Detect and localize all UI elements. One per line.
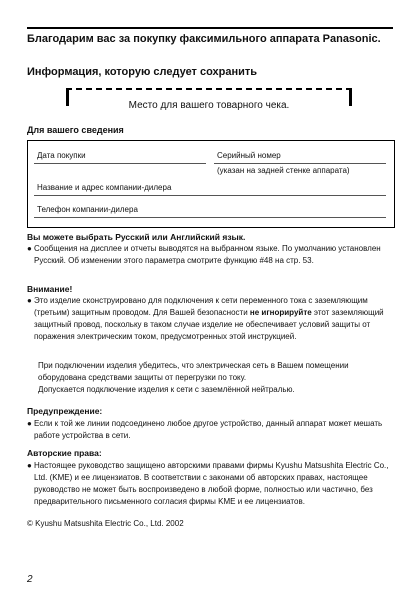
purchase-date-line[interactable] bbox=[34, 163, 206, 164]
copyright-notice: © Kyushu Matsushita Electric Co., Ltd. 2002 bbox=[27, 519, 184, 528]
bullet-icon: ● bbox=[27, 461, 32, 470]
copyright-text: ● Настоящее руководство защищено авторскими правами фирмы Kyushu Matsushita Electric Co., Ltd. (KME) и ее лицензиатов. В соответствии с законами об авторских правах, настоящее руководство не может быть воспроизведено в любой форме, полностью или частично, без предварительного письменного согласия фирмы KME и ее лицензиатов. bbox=[27, 461, 389, 506]
serial-number-line[interactable] bbox=[214, 163, 386, 164]
language-heading: Вы можете выбрать Русский или Английский язык. bbox=[27, 232, 246, 242]
page-title: Благодарим вас за покупку факсимильного аппарата Panasonic. bbox=[27, 33, 381, 45]
attention-heading: Внимание! bbox=[27, 284, 73, 294]
dealer-name-line[interactable] bbox=[34, 195, 386, 196]
warning-text: ● Если к той же линии подсоединено любое другое устройство, данный аппарат может мешать работе устройства в сети. bbox=[27, 419, 383, 440]
bullet-icon: ● bbox=[27, 244, 32, 253]
serial-number-label: Серийный номер bbox=[217, 151, 281, 160]
receipt-label: Место для вашего товарного чека. bbox=[128, 100, 290, 111]
attention-text: ● Это изделие сконструировано для подключения к сети переменного тока с заземляющим (третьим) защитным проводом. Для Вашей безопасности не игнорируйте этот заземляющий защитный провод, поскольку в таком случае изделие не обеспечивает условий защиты от поражения электрическим током, предусмотренных этой инструкцией. bbox=[27, 296, 384, 341]
language-text: ● Сообщения на дисплее и отчеты выводятся на выбранном языке. По умолчанию установлен Русский. Об изменении этого параметра смотрите функцию #48 на стр. 53. bbox=[27, 244, 381, 265]
emphasis: не игнорируйте bbox=[249, 308, 312, 317]
bullet-icon: ● bbox=[27, 296, 32, 305]
record-heading: Для вашего сведения bbox=[27, 125, 124, 135]
top-rule bbox=[27, 27, 393, 29]
page-number: 2 bbox=[27, 574, 33, 585]
serial-number-note: (указан на задней стенке аппарата) bbox=[217, 166, 350, 175]
dealer-name-label: Название и адрес компании-дилера bbox=[37, 183, 172, 192]
attention-note: При подключении изделия убедитесь, что электрическая сеть в Вашем помещении оборудована средствами защиты от перегрузки по току. bbox=[38, 361, 349, 382]
dealer-phone-label: Телефон компании-дилера bbox=[37, 205, 138, 214]
attention-note-2: Допускается подключение изделия к сети с заземлённой нейтралью. bbox=[38, 385, 295, 394]
dealer-phone-line[interactable] bbox=[34, 217, 386, 218]
copyright-heading: Авторские права: bbox=[27, 448, 102, 458]
info-heading: Информация, которую следует сохранить bbox=[27, 66, 258, 78]
warning-heading: Предупреждение: bbox=[27, 406, 103, 416]
purchase-date-label: Дата покупки bbox=[37, 151, 86, 160]
bullet-icon: ● bbox=[27, 419, 32, 428]
record-form bbox=[27, 140, 395, 228]
receipt-area bbox=[66, 88, 352, 114]
